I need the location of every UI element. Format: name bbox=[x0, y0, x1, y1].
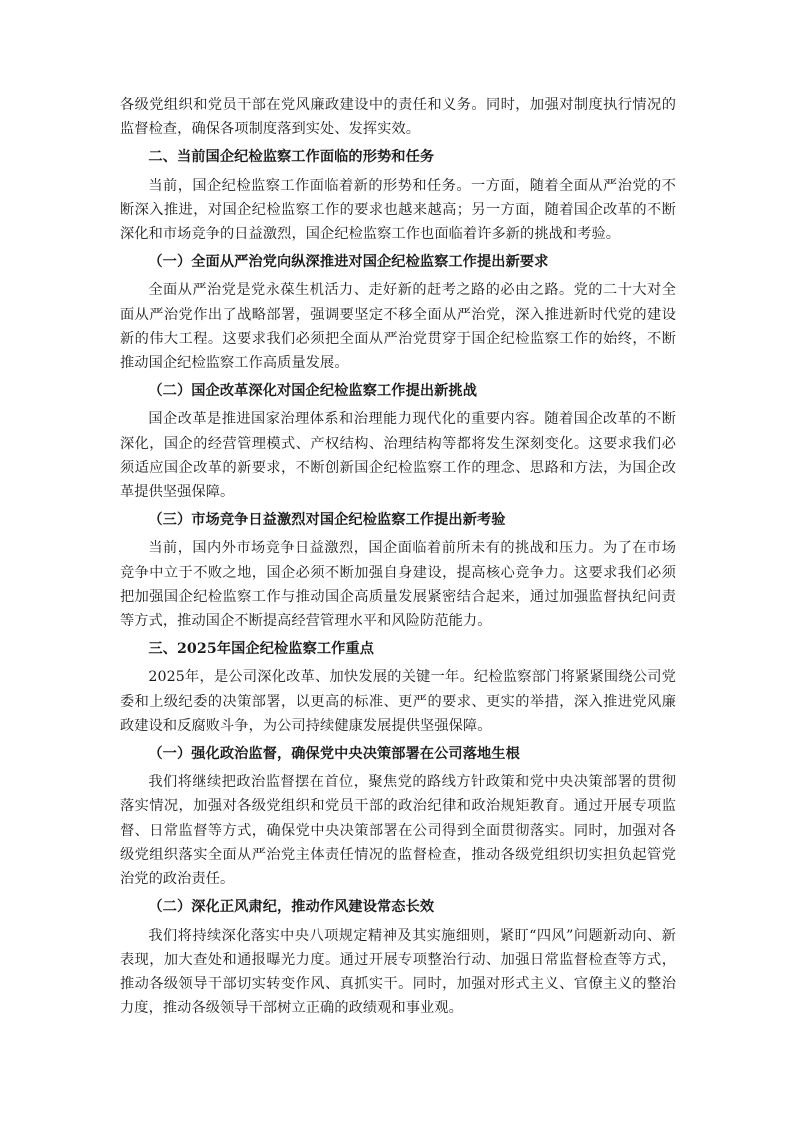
paragraph: 当前，国内外市场竞争日益激烈，国企面临着前所未有的挑战和压力。为了在市场竞争中立于不败之地，国企必须不断加强自身建设，提高核心竞争力。这要求我们必须把加强国企纪检监察工作与推动国企高质量发展紧密结合起来，通过加强监督执纪问责等方式，推动国企不断提高经营管理水平和风险防范能力。 bbox=[120, 540, 676, 630]
subsection-heading-3-1: （一）强化政治监督，确保党中央决策部署在公司落地生根 bbox=[148, 746, 520, 763]
paragraph: 我们将持续深化落实中央八项规定精神及其实施细则，紧盯“四风”问题新动向、新表现，加大查处和通报曝光力度。通过开展专项整治行动、加强日常监督检查等方式，推动各级领导干部切实转变作风、真抓实干。同时，加强对形式主义、官僚主义的整治力度，推动各级领导干部树立正确的政绩观和事业观。 bbox=[120, 927, 676, 1017]
subsection-heading-3-2: （二）深化正风肃纪，推动作风建设常态长效 bbox=[148, 899, 435, 916]
subsection-heading-2-2: （二）国企改革深化对国企纪检监察工作提出新挑战 bbox=[148, 383, 478, 400]
paragraph: 2025年，是公司深化改革、加快发展的关键一年。纪检监察部门将紧紧围绕公司党委和上级纪委的决策部署，以更高的标准、更严的要求、更实的举措，深入推进党风廉政建设和反腐败斗争，为公司持续健康发展提供坚强保障。 bbox=[120, 669, 676, 734]
paragraph-continued: 各级党组织和党员干部在党风廉政建设中的责任和义务。同时，加强对制度执行情况的监督检查，确保各项制度落到实处、发挥实效。 bbox=[120, 97, 676, 138]
section-heading-3: 三、2025年国企纪检监察工作重点 bbox=[148, 641, 375, 658]
paragraph: 国企改革是推进国家治理体系和治理能力现代化的重要内容。随着国企改革的不断深化，国企的经营管理模式、产权结构、治理结构等都将发生深刻变化。这要求我们必须适应国企改革的新要求，不断创新国企纪检监察工作的理念、思路和方法，为国企改革提供坚强保障。 bbox=[120, 411, 676, 501]
paragraph: 我们将继续把政治监督摆在首位，聚焦党的路线方针政策和党中央决策部署的贯彻落实情况，加强对各级党组织和党员干部的政治纪律和政治规矩教育。通过开展专项监督、日常监督等方式，确保党中央决策部署在公司得到全面贯彻落实。同时，加强对各级党组织落实全面从严治党主体责任情况的监督检查，推动各级党组织切实担负起管党治党的政治责任。 bbox=[120, 774, 676, 888]
subsection-heading-2-1: （一）全面从严治党向纵深推进对国企纪检监察工作提出新要求 bbox=[148, 254, 549, 271]
section-heading-2: 二、当前国企纪检监察工作面临的形势和任务 bbox=[148, 149, 435, 166]
document-page bbox=[120, 93, 676, 1020]
subsection-heading-2-3: （三）市场竞争日益激烈对国企纪检监察工作提出新考验 bbox=[148, 512, 506, 529]
paragraph: 全面从严治党是党永葆生机活力、走好新的赶考之路的必由之路。党的二十大对全面从严治党作出了战略部署，强调要坚定不移全面从严治党，深入推进新时代党的建设新的伟大工程。这要求我们必须把全面从严治党贯穿于国企纪检监察工作的始终，不断推动国企纪检监察工作高质量发展。 bbox=[120, 282, 676, 372]
paragraph: 当前，国企纪检监察工作面临着新的形势和任务。一方面，随着全面从严治党的不断深入推进，对国企纪检监察工作的要求也越来越高；另一方面，随着国企改革的不断深化和市场竞争的日益激烈，国企纪检监察工作也面临着许多新的挑战和考验。 bbox=[120, 177, 676, 243]
